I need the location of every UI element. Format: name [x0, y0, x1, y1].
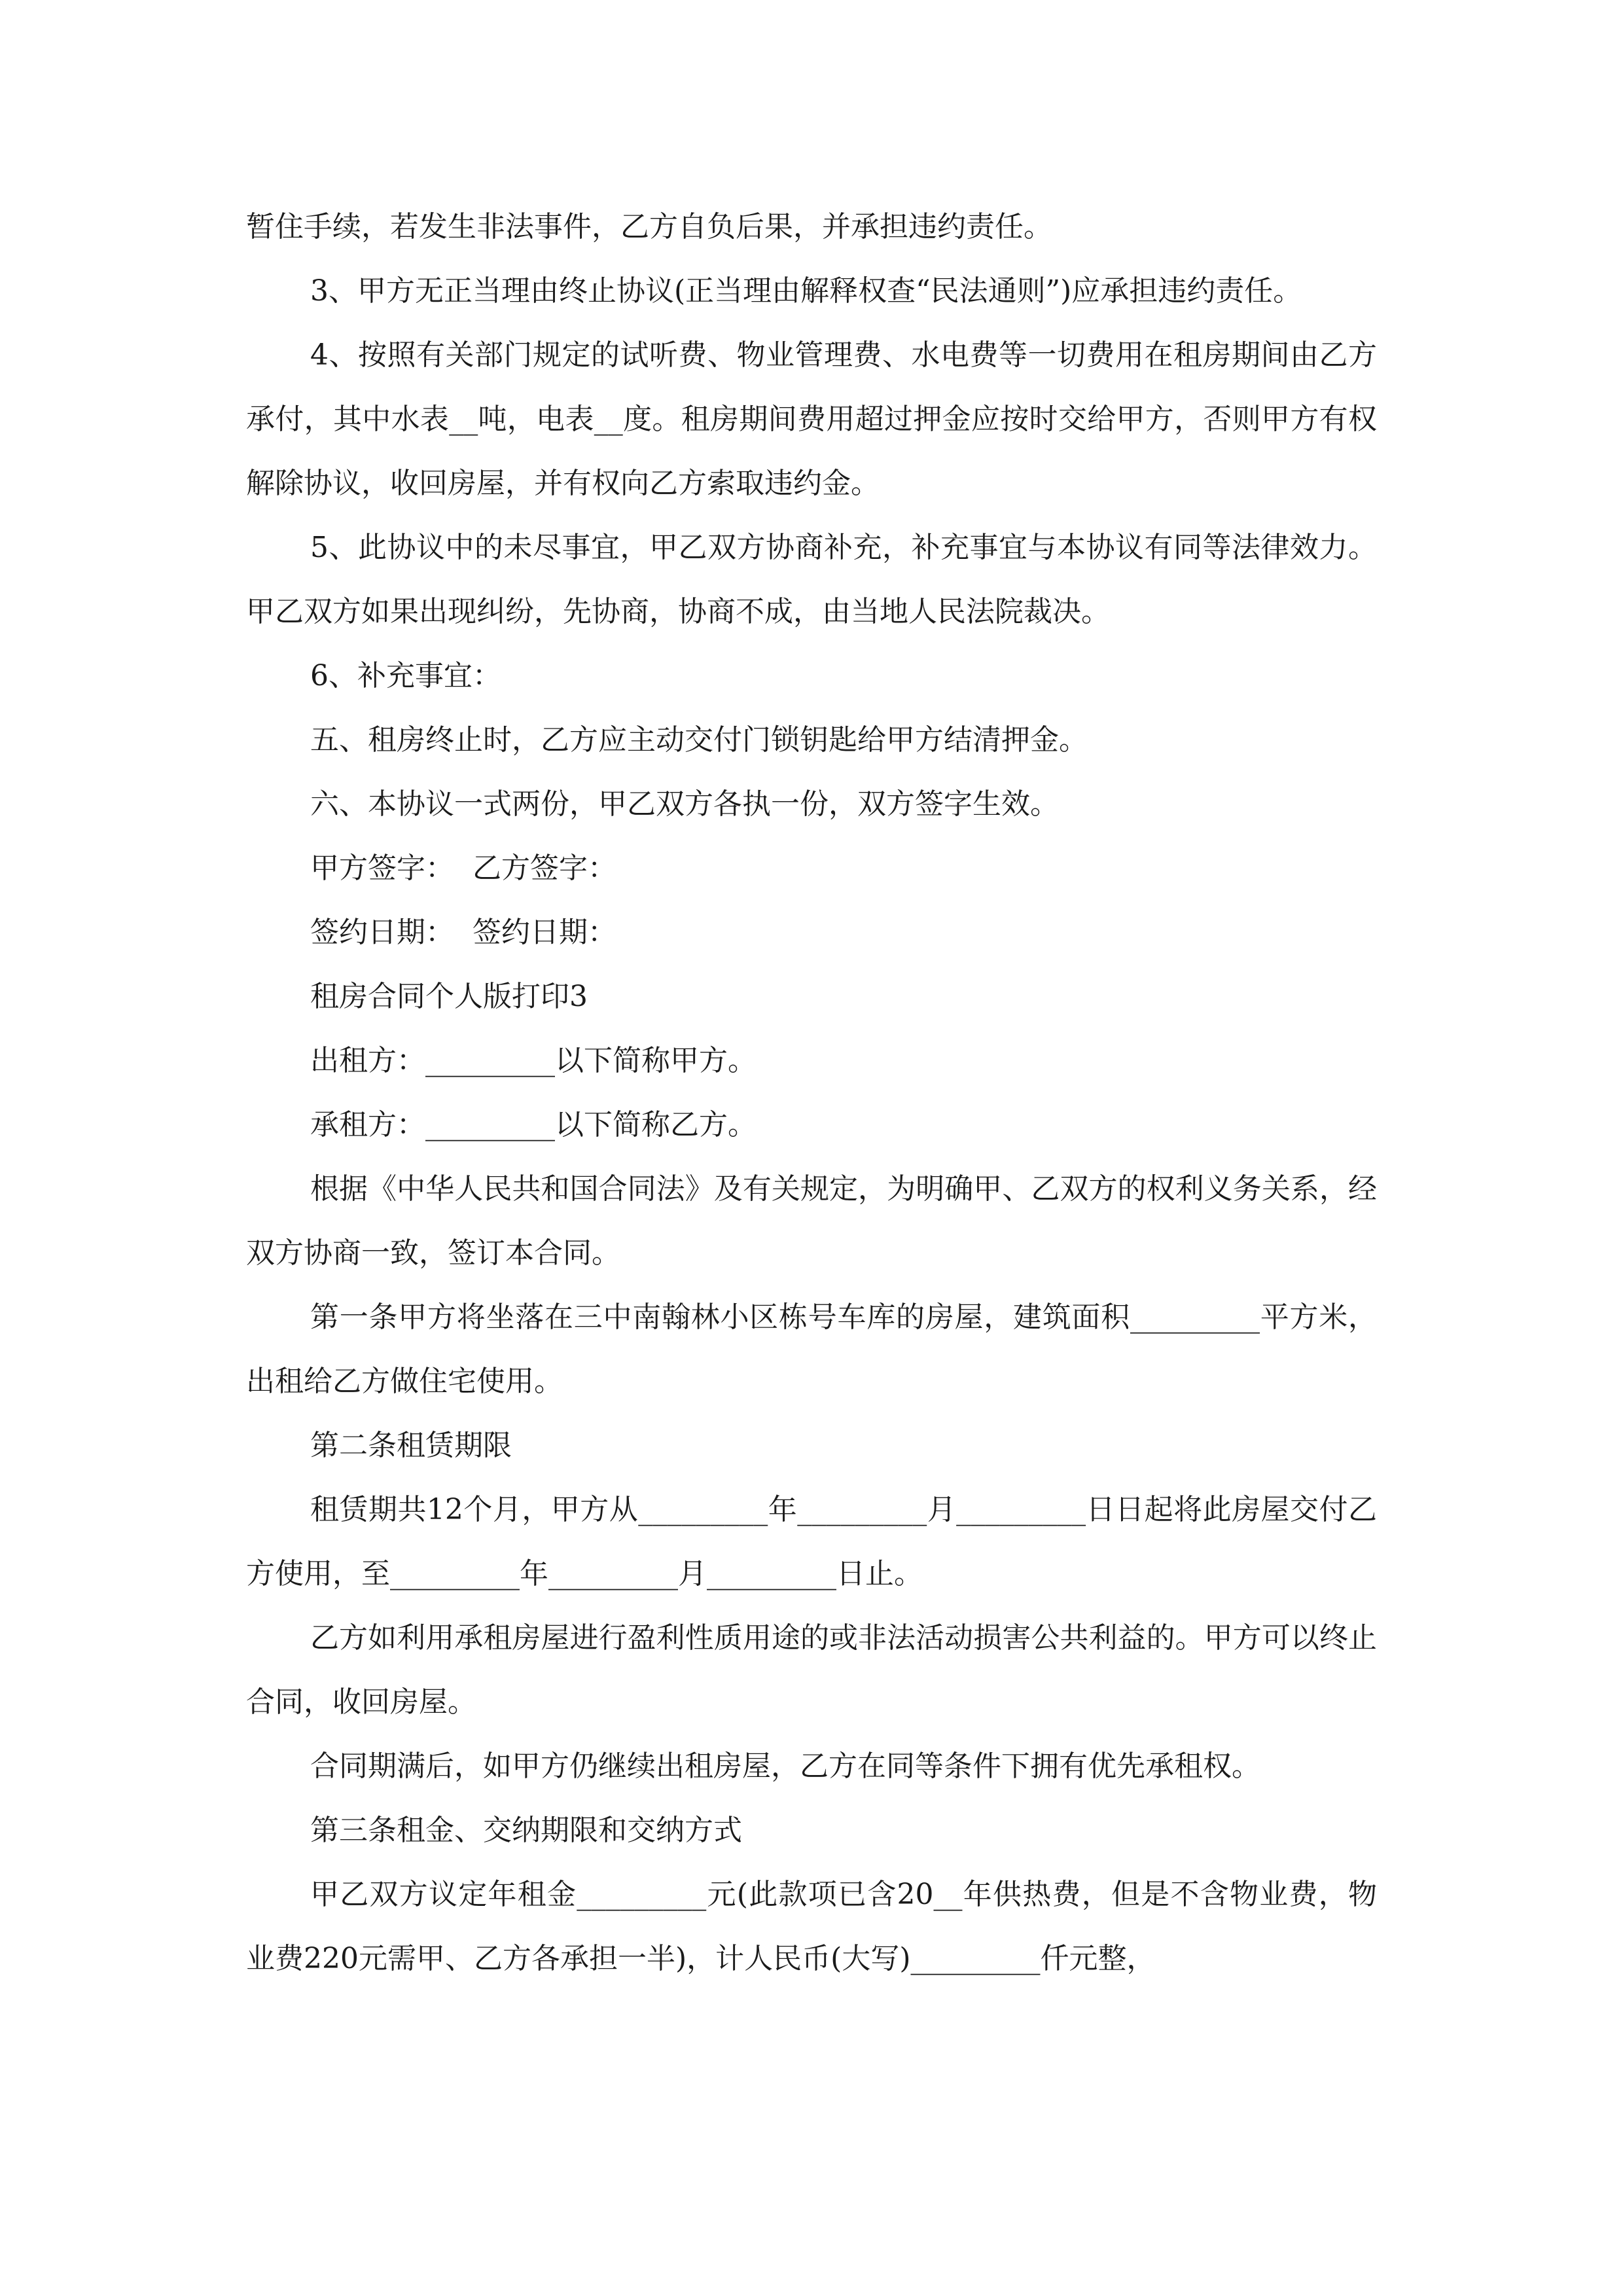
signature-line: 甲方签字： 乙方签字： — [310, 852, 616, 885]
section-title: 租房合同个人版打印3 — [310, 980, 588, 1013]
paragraph-basis: 根据《中华人民共和国合同法》及有关规定，为明确甲、乙双方的权利义务关系，经双方协商一致，签订本合同。 — [246, 1172, 1377, 1270]
paragraph-7: 六、本协议一式两份，甲乙双方各执一份，双方签字生效。 — [310, 787, 1059, 821]
article-2-term: 租赁期共12个月，甲方从_________年_________月_________日日起将此房屋交付乙方使用，至_________年_________月_________日止。 — [246, 1493, 1377, 1590]
paragraph-4: 5、此协议中的未尽事宜，甲乙双方协商补充，补充事宜与本协议有同等法律效力。甲乙双方如果出现纠纷，先协商，协商不成，由当地人民法院裁决。 — [246, 531, 1377, 628]
article-2-termination: 乙方如利用承租房屋进行盈利性质用途的或非法活动损害公共利益的。甲方可以终止合同，收回房屋。 — [246, 1621, 1377, 1719]
date-line: 签约日期： 签约日期： — [310, 916, 616, 949]
paragraph-1: 暂住手续，若发生非法事件，乙方自负后果，并承担违约责任。 — [246, 210, 1052, 243]
lessee-line: 承租方：_________以下简称乙方。 — [310, 1108, 757, 1141]
paragraph-6: 五、租房终止时，乙方应主动交付门锁钥匙给甲方结清押金。 — [310, 723, 1088, 757]
article-1: 第一条甲方将坐落在三中南翰林小区栋号车库的房屋，建筑面积_________平方米，出租给乙方做住宅使用。 — [246, 1300, 1377, 1398]
paragraph-5: 6、补充事宜： — [310, 659, 501, 692]
paragraph-3: 4、按照有关部门规定的试听费、物业管理费、水电费等一切费用在租房期间由乙方承付，其中水表__吨，电表__度。租房期间费用超过押金应按时交给甲方，否则甲方有权解除协议，收回房屋，并有权向乙方索取违约金。 — [246, 338, 1377, 500]
paragraph-2: 3、甲方无正当理由终止协议(正当理由解释权查“民法通则”)应承担违约责任。 — [310, 274, 1302, 308]
document-body — [246, 195, 1377, 1991]
article-3-heading: 第三条租金、交纳期限和交纳方式 — [310, 1814, 742, 1847]
article-2-heading: 第二条租赁期限 — [310, 1429, 512, 1462]
article-2-renewal: 合同期满后，如甲方仍继续出租房屋，乙方在同等条件下拥有优先承租权。 — [310, 1749, 1260, 1783]
article-3-rent: 甲乙双方议定年租金_________元(此款项已含20__年供热费，但是不含物业费，物业费220元需甲、乙方各承担一半)，计人民币(大写)_________仟元整， — [246, 1878, 1377, 1975]
lessor-line: 出租方：_________以下简称甲方。 — [310, 1044, 757, 1077]
